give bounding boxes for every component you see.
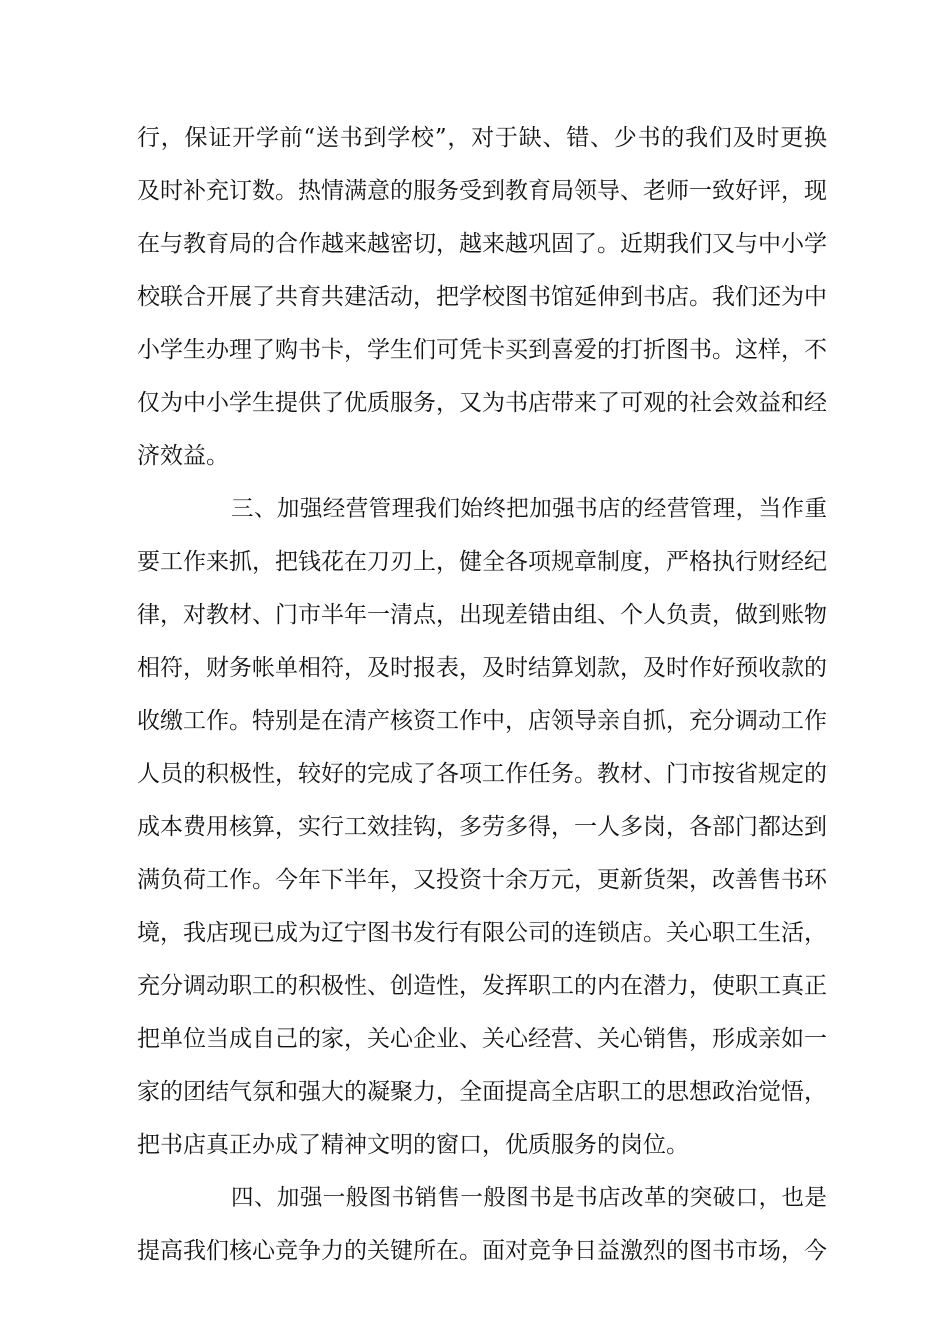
paragraph [137, 1172, 827, 1278]
text-line: 要工作来抓，把钱花在刀刃上，健全各项规章制度，严格执行财经纪 [137, 549, 827, 575]
text-line: 仅为中小学生提供了优质服务，又为书店带来了可观的社会效益和经 [137, 390, 827, 416]
document-body [137, 112, 827, 1278]
text-line: 家的团结气氛和强大的凝聚力，全面提高全店职工的思想政治觉悟， [137, 1079, 827, 1105]
text-line: 四、加强一般图书销售一般图书是书店改革的突破口，也是 [231, 1185, 827, 1211]
text-line: 三、加强经营管理我们始终把加强书店的经营管理，当作重 [231, 496, 827, 522]
text-line: 人员的积极性，较好的完成了各项工作任务。教材、门市按省规定的 [137, 761, 827, 787]
text-line: 把书店真正办成了精神文明的窗口，优质服务的岗位。 [137, 1132, 689, 1158]
text-line: 在与教育局的合作越来越密切，越来越巩固了。近期我们又与中小学 [137, 231, 827, 257]
text-line: 校联合开展了共育共建活动，把学校图书馆延伸到书店。我们还为中 [137, 284, 827, 310]
text-line: 收缴工作。特别是在清产核资工作中，店领导亲自抓，充分调动工作 [137, 708, 827, 734]
text-line: 成本费用核算，实行工效挂钩，多劳多得，一人多岗，各部门都达到 [137, 814, 827, 840]
text-line: 律，对教材、门市半年一清点，出现差错由组、个人负责，做到账物 [137, 602, 827, 628]
text-line: 充分调动职工的积极性、创造性，发挥职工的内在潜力，使职工真正 [137, 973, 827, 999]
text-line: 济效益。 [137, 443, 229, 469]
paragraph [137, 483, 827, 1172]
text-line: 小学生办理了购书卡，学生们可凭卡买到喜爱的打折图书。这样，不 [137, 337, 827, 363]
text-line: 把单位当成自己的家，关心企业、关心经营、关心销售，形成亲如一 [137, 1026, 827, 1052]
text-line: 行，保证开学前“送书到学校”，对于缺、错、少书的我们及时更换 [137, 125, 827, 151]
text-line: 提高我们核心竞争力的关键所在。面对竞争日益激烈的图书市场，今 [137, 1238, 827, 1264]
paragraph [137, 112, 827, 483]
text-line: 及时补充订数。热情满意的服务受到教育局领导、老师一致好评，现 [137, 178, 827, 204]
text-line: 相符，财务帐单相符，及时报表，及时结算划款，及时作好预收款的 [137, 655, 827, 681]
text-line: 满负荷工作。今年下半年，又投资十余万元，更新货架，改善售书环 [137, 867, 827, 893]
text-line: 境，我店现已成为辽宁图书发行有限公司的连锁店。关心职工生活， [137, 920, 827, 946]
